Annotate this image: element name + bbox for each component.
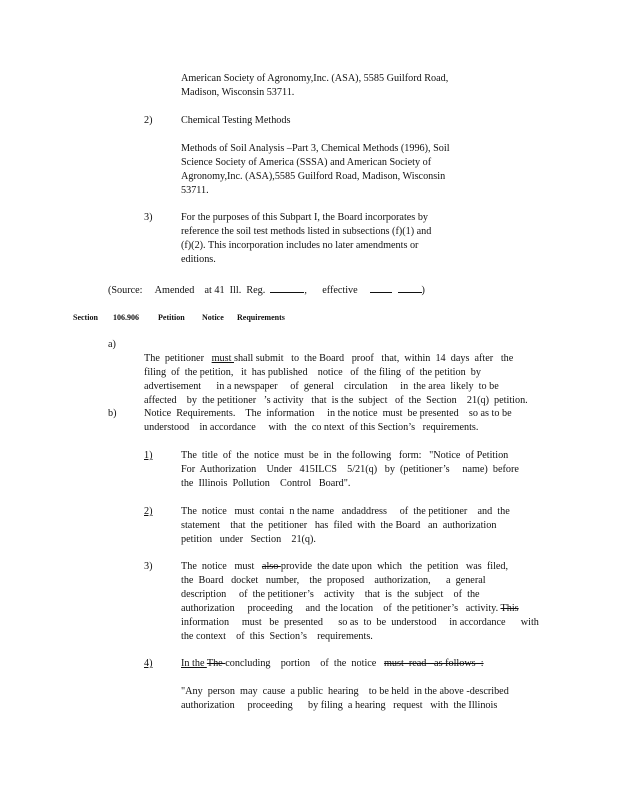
- item-3-line: editions.: [181, 254, 216, 265]
- sub-1-text: [181, 449, 541, 491]
- inserted-text: must: [211, 353, 234, 364]
- para-b-number: b): [108, 408, 117, 419]
- deleted-text: must read as follows :: [383, 658, 484, 669]
- para-b-line: Notice Requirements. The information in the notice must be presented so as to be: [144, 408, 512, 419]
- item-3-line: For the purposes of this Subpart I, the Board incorporates by: [181, 212, 429, 223]
- sub-3-line: [181, 560, 541, 574]
- source-prefix: (Source: Amended at 41 Ill. Reg.: [108, 285, 266, 296]
- section-number: 106.906: [113, 313, 139, 322]
- item-2-text: [181, 142, 501, 198]
- effective-year-blank: [398, 282, 422, 293]
- para-b-text: [144, 407, 544, 435]
- source-suffix: ): [421, 285, 425, 296]
- sub-2-text: [181, 505, 541, 547]
- item-2-line: 53711.: [181, 185, 209, 196]
- sub-3-text-span: authorization proceeding and the location of the petitioner’s activity.: [181, 603, 499, 614]
- sub-3-line: the context of this Section’s requirements.: [181, 631, 373, 642]
- deleted-text: This: [500, 603, 519, 614]
- item-2-line: Agronomy,Inc. (ASA),5585 Guilford Road, Madison, Wisconsin: [181, 171, 446, 182]
- para-a-number: a): [108, 339, 116, 350]
- sub-3-number: 3): [144, 561, 153, 572]
- sub-3-line: [181, 602, 541, 616]
- sub-3-line: description of the petitioner’s activity that is the subject of the: [181, 589, 480, 600]
- sub-3-line: information must be presented so as to be understood in accordance with: [181, 617, 539, 628]
- quote-line: authorization proceeding by filing a hearing request with the Illinois: [181, 700, 498, 711]
- source-note: [108, 282, 425, 298]
- para-a-line: advertisement in a newspaper of general circulation in the area likely to be: [144, 381, 499, 392]
- sub-4-mid: concluding portion of the notice: [225, 658, 384, 669]
- lead-paragraph: [181, 72, 501, 100]
- lead-line: Madison, Wisconsin 53711.: [181, 87, 295, 98]
- sub-4-text: [181, 657, 541, 671]
- para-a-rest: shall submit to the Board proof that, within 14 days after the: [234, 353, 514, 364]
- item-2-number: 2): [144, 115, 153, 126]
- sub-1-number: 1): [144, 450, 153, 461]
- source-mid: , effective: [304, 285, 358, 296]
- para-a-line: filing of the petition, it has published notice of the filing of the petition by: [144, 367, 481, 378]
- item-3-number: 3): [144, 212, 153, 223]
- sub-3-line: the Board docket number, the proposed authorization, a general: [181, 575, 486, 586]
- sub-2-line: statement that the petitioner has filed with the Board an authorization: [181, 520, 497, 531]
- item-3-line: reference the soil test methods listed in subsections (f)(1) and: [181, 226, 432, 237]
- sub-1-line: The title of the notice must be in the following form: "Notice of Petition: [181, 450, 509, 461]
- para-a-line: [144, 352, 544, 366]
- para-a-text: [144, 338, 544, 408]
- sub-2-line: petition under Section 21(q).: [181, 534, 316, 545]
- item-3-line: (f)(2). This incorporation includes no later amendments or: [181, 240, 419, 251]
- item-3-text: [181, 211, 501, 267]
- sub-1-line: For Authorization Under 415ILCS 5/21(q) by (petitioner’s name) before: [181, 464, 519, 475]
- para-a-line: affected by the petitioner ’s activity that is the subject of the Section 21(q) petition.: [144, 395, 528, 406]
- sub-1-line: the Illinois Pollution Control Board".: [181, 478, 351, 489]
- deleted-text: also: [261, 561, 281, 572]
- sub-3-rest: provide the date upon which the petition was filed,: [280, 561, 509, 572]
- section-title-word: Petition: [158, 313, 185, 322]
- section-label: Section: [73, 313, 98, 322]
- deleted-text: The: [206, 658, 226, 669]
- effective-date-blank: [370, 282, 392, 293]
- section-title-word: Requirements: [237, 313, 285, 322]
- item-2-line: Methods of Soil Analysis –Part 3, Chemical Methods (1996), Soil: [181, 143, 450, 154]
- sub-3-text: [181, 560, 541, 644]
- sub-2-number: 2): [144, 506, 153, 517]
- sub-4-line: [181, 657, 541, 671]
- sub-4-number: 4): [144, 658, 153, 669]
- sub-2-line: The notice must contai n the name andaddress of the petitioner and the: [181, 506, 510, 517]
- sub-3-lead: The notice must: [181, 561, 262, 572]
- reg-page-blank: [270, 282, 304, 293]
- section-title-word: Notice: [202, 313, 224, 322]
- inserted-text: In the: [181, 658, 207, 669]
- lead-line: American Society of Agronomy,Inc. (ASA), 5585 Guilford Road,: [181, 73, 449, 84]
- para-a-lead: The petitioner: [144, 353, 212, 364]
- item-2-line: Science Society of America (SSSA) and American Society of: [181, 157, 432, 168]
- item-2-title: Chemical Testing Methods: [181, 115, 291, 126]
- quote-line: "Any person may cause a public hearing to be held in the above -described: [181, 686, 509, 697]
- notice-quote: [181, 685, 541, 713]
- para-b-line: understood in accordance with the co ntext of this Section’s requirements.: [144, 422, 479, 433]
